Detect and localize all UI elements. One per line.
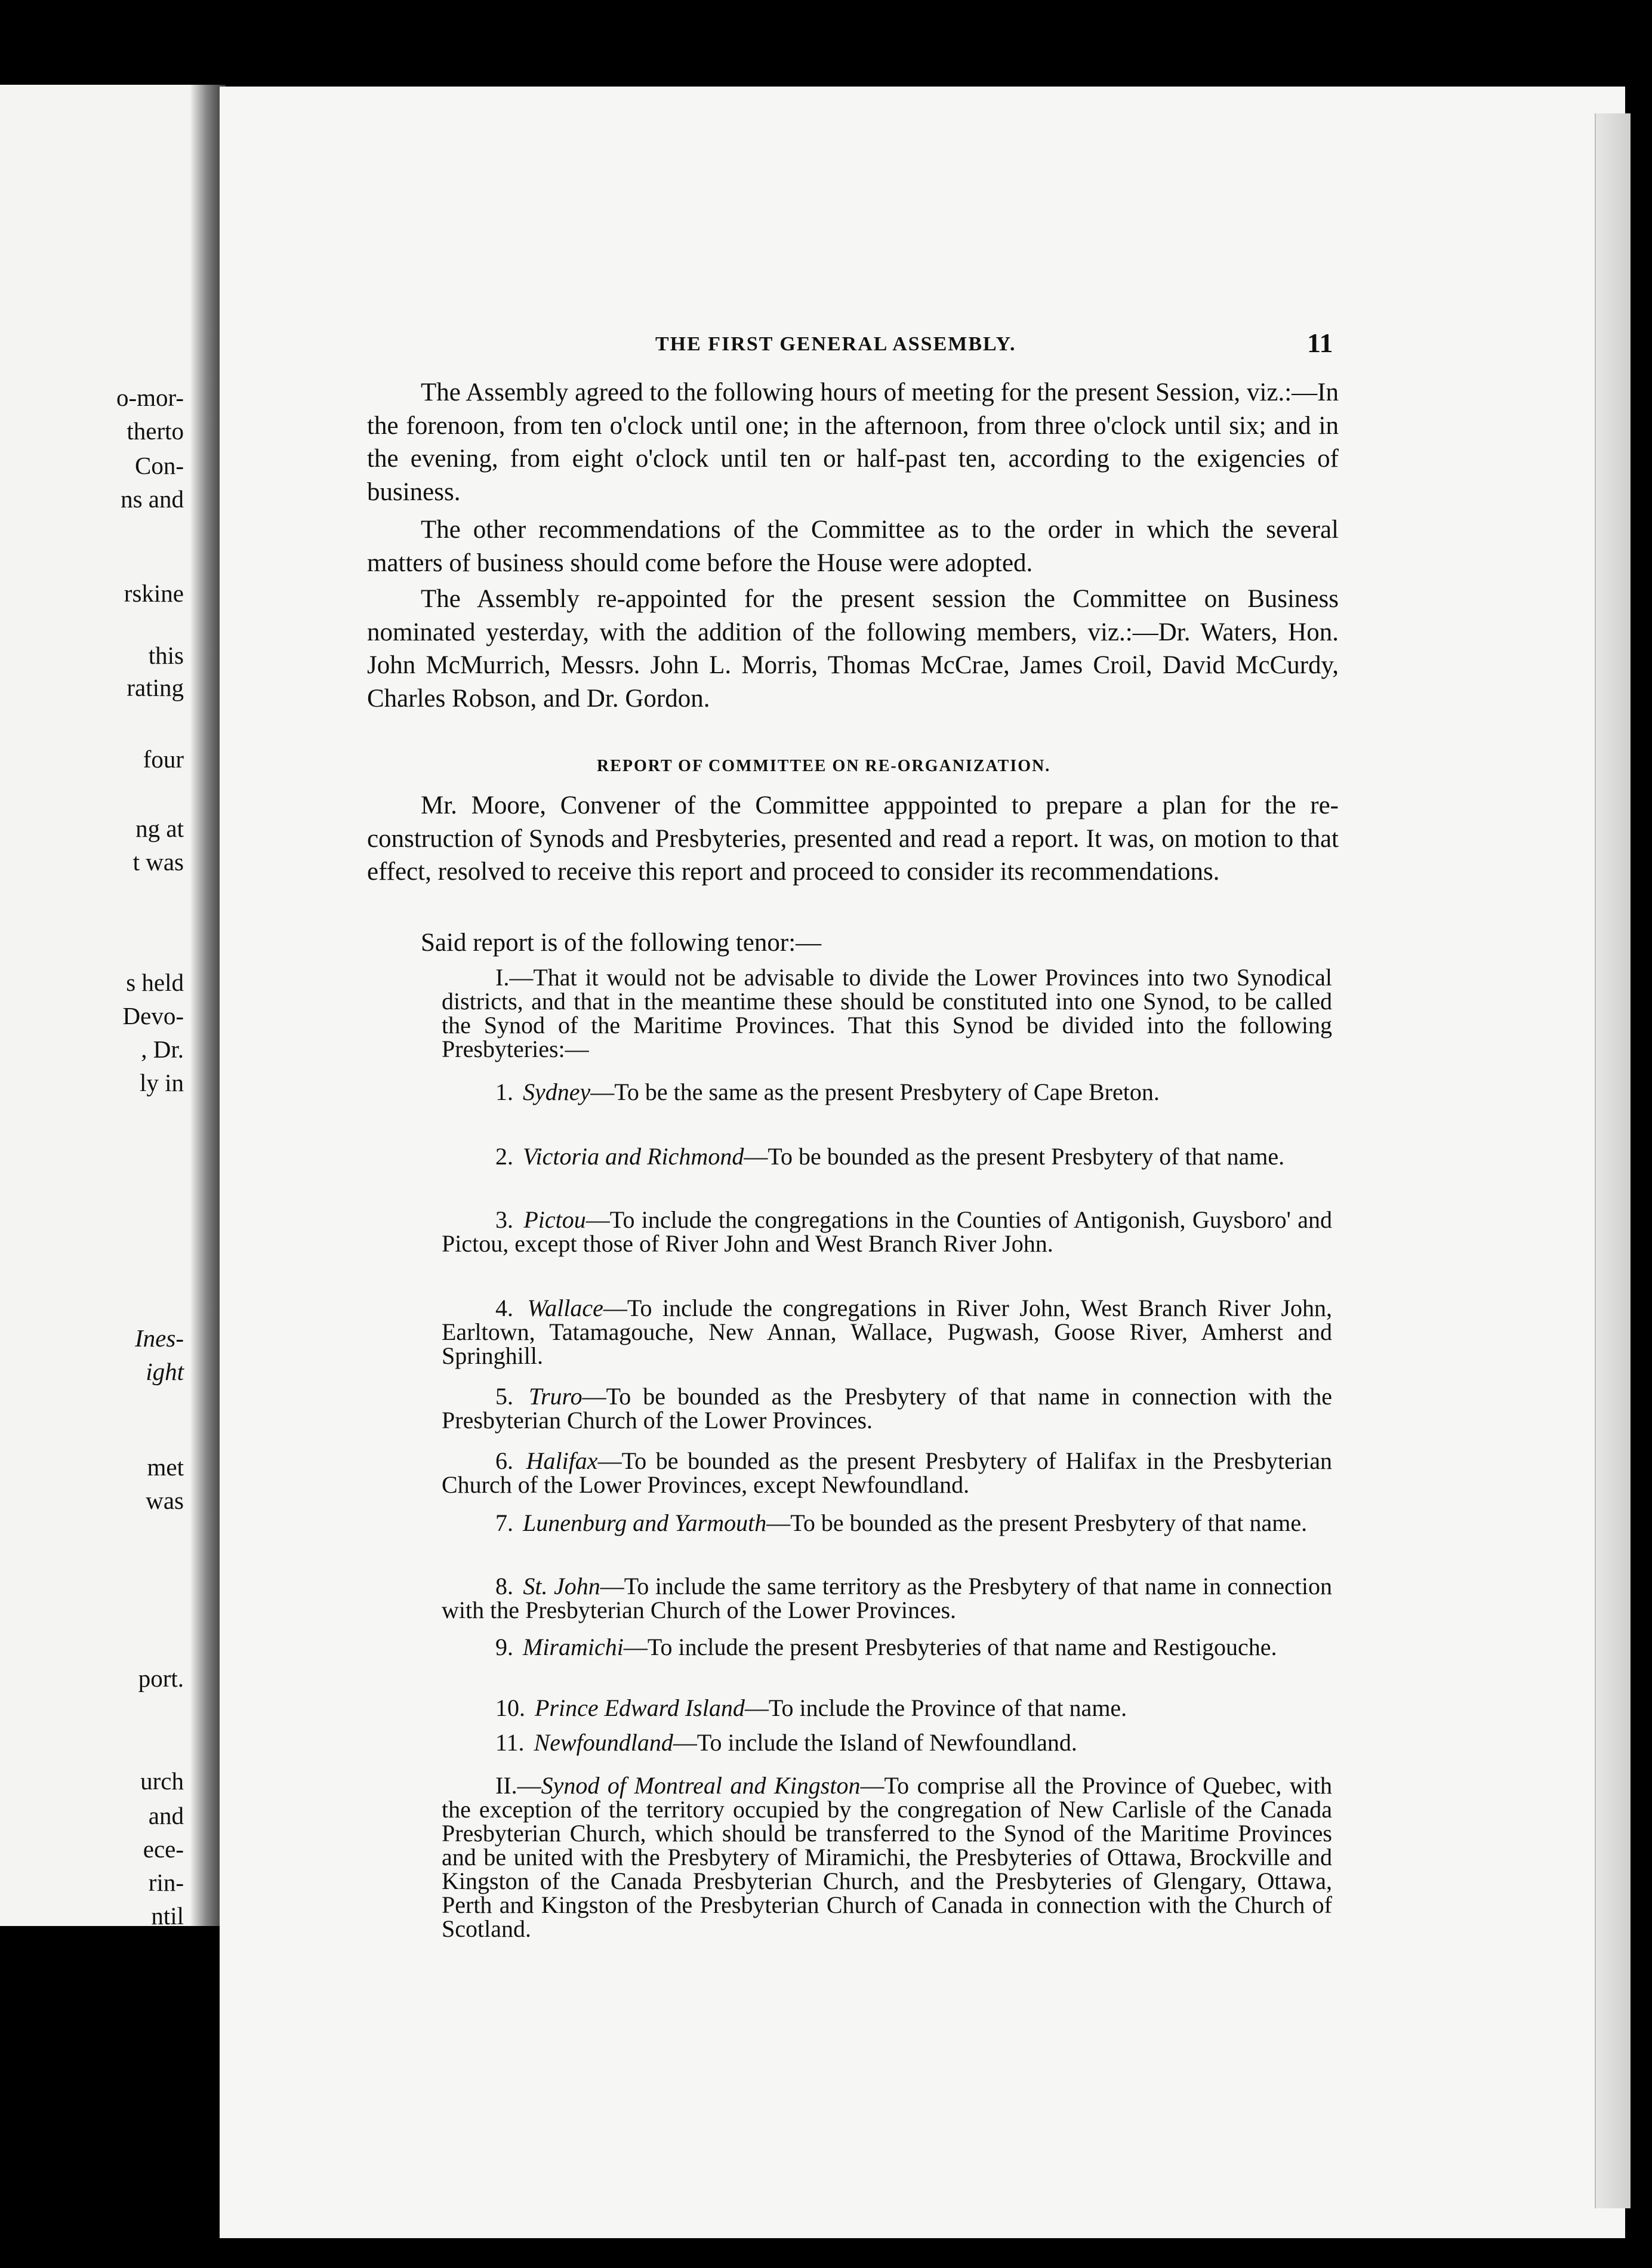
page-number: 11 xyxy=(1307,328,1333,358)
running-header: THE FIRST GENERAL ASSEMBLY. xyxy=(655,333,1016,355)
facing-page-left xyxy=(0,85,197,1926)
presbytery-description: —To be the same as the present Presbytery of Cape Breton. xyxy=(590,1078,1160,1105)
item-II-description: —To comprise all the Province of Quebec, with the exception of the territory occupied by the congregation of New Carlisle of the Canada Presbyterian Church, which should be transferred to the Synod of the Maritime Provinces and be united with the Presbytery of Miramichi, the Presbyteries of Ottawa, Brockville and Kingston of the Canada Presbyterian Church, and the Presbyteries of Glengary, Ottawa, Perth and Kingston of the Presbyterian Church of Canada in connection with the Church of Scotland. xyxy=(442,1772,1332,1942)
presbytery-description: —To include the Island of Newfoundland. xyxy=(673,1729,1077,1756)
left-page-fragment: Con- xyxy=(135,452,184,479)
presbytery-number: 3. xyxy=(495,1206,513,1233)
presbytery-description: —To include the congregations in River John, West Branch River John, Earltown, Tatamagouche, New Annan, Wallace, Pugwash, Goose River, Amherst and Springhill. xyxy=(442,1295,1333,1369)
presbytery-name: Sydney xyxy=(523,1078,591,1105)
presbytery-description: —To include the same territory as the Presbytery of that name in connection with the Presbyterian Church of the Lower Provinces. xyxy=(442,1573,1332,1623)
report-item-II xyxy=(442,1774,1332,1941)
presbytery-item xyxy=(442,1449,1332,1497)
left-page-fragment: port. xyxy=(138,1665,184,1692)
left-page-fragment: rskine xyxy=(124,580,184,607)
left-page-fragment: urch xyxy=(140,1767,184,1795)
left-page-fragment: t was xyxy=(132,848,184,876)
left-page-fragment: this xyxy=(148,642,184,669)
presbytery-number: 4. xyxy=(495,1295,513,1321)
paragraph-business-committee: The Assembly re-appointed for the present session the Committee on Business nominated yesterday, with the addition of the following members, viz.:—Dr. Waters, Hon. John McMurrich, Messrs. John L. Morris, Thomas McCrae, James Croil, David McCurdy, Charles Robson, and Dr. Gordon. xyxy=(367,585,1339,713)
left-page-fragment: met xyxy=(147,1453,184,1481)
presbytery-item xyxy=(442,1574,1332,1622)
page-edge xyxy=(1595,113,1631,2208)
presbytery-description: —To include the congregations in the Counties of Antigonish, Guysboro' and Pictou, except those of River John and West Branch River John. xyxy=(442,1206,1332,1257)
left-page-fragment: four xyxy=(143,745,184,773)
presbytery-name: Lunenburg and Yarmouth xyxy=(523,1509,767,1536)
left-page-fragment: and xyxy=(148,1802,184,1829)
paragraph-report-presented: Mr. Moore, Convener of the Committee apppointed to prepare a plan for the re-construction of Synods and Presbyteries, presented and read a report. It was, on motion to that effect, resolved to receive this report and proceed to consider its recommendations. xyxy=(367,791,1339,886)
left-page-fragment: o-mor- xyxy=(116,384,184,411)
presbytery-name: Prince Edward Island xyxy=(535,1694,745,1721)
presbytery-item xyxy=(442,1511,1332,1535)
presbytery-number: 9. xyxy=(495,1634,513,1660)
presbytery-name: Wallace xyxy=(527,1295,603,1321)
section-heading: REPORT OF COMMITTEE ON RE-ORGANIZATION. xyxy=(597,757,1051,775)
left-page-fragment: ntil xyxy=(151,1902,184,1926)
presbytery-number: 7. xyxy=(495,1509,513,1536)
presbytery-name: Newfoundland xyxy=(534,1729,673,1756)
report-item-I: I.—That it would not be advisable to divide the Lower Provinces into two Synodical districts, and that in the meantime these should be constituted into one Synod, to be called the Synod of the Maritime Provinces. That this Synod be divided into the following Presbyteries:— xyxy=(442,964,1332,1062)
presbytery-description: —To be bounded as the present Presbytery of that name. xyxy=(744,1143,1285,1170)
presbytery-number: 10. xyxy=(495,1694,525,1721)
presbytery-item xyxy=(442,1080,1332,1104)
presbytery-number: 5. xyxy=(495,1383,513,1410)
left-page-fragment: Devo- xyxy=(122,1002,184,1030)
paragraph-tenor: Said report is of the following tenor:— xyxy=(421,929,822,957)
left-page-fragment: Ines- xyxy=(135,1324,184,1352)
synod-name: Synod of Montreal and Kingston xyxy=(541,1772,861,1799)
left-page-fragment: ight xyxy=(146,1358,184,1385)
presbytery-description: —To be bounded as the present Presbytery of that name. xyxy=(766,1509,1308,1536)
presbytery-item xyxy=(442,1696,1332,1720)
presbytery-description: —To be bounded as the present Presbytery of Halifax in the Presbyterian Church of the Lower Provinces, except Newfoundland. xyxy=(442,1447,1332,1498)
presbytery-number: 8. xyxy=(495,1573,513,1600)
left-page-fragment: was xyxy=(146,1487,184,1514)
left-page-fragment: s held xyxy=(126,969,184,996)
left-page-fragment: rating xyxy=(127,674,184,701)
presbytery-name: Halifax xyxy=(526,1447,598,1474)
presbytery-description: —To include the present Presbyteries of that name and Restigouche. xyxy=(623,1634,1277,1660)
presbytery-item xyxy=(442,1208,1332,1256)
item-II-prefix: II.— xyxy=(495,1772,541,1799)
presbytery-item xyxy=(442,1731,1332,1755)
presbytery-name: Victoria and Richmond xyxy=(523,1143,744,1170)
left-page-fragment: therto xyxy=(127,417,184,445)
left-page-fragment: ns and xyxy=(121,485,184,513)
left-page-fragment: ly in xyxy=(139,1069,184,1096)
paragraph-hours: The Assembly agreed to the following hours of meeting for the present Session, viz.:—In the forenoon, from ten o'clock until one; in the afternoon, from three o'clock until six; and in the evening, from eight o'clock until ten or half-past ten, according to the exigencies of business. xyxy=(367,378,1339,506)
presbytery-item xyxy=(442,1145,1332,1169)
presbytery-name: Miramichi xyxy=(523,1634,624,1660)
presbytery-item xyxy=(442,1635,1332,1659)
presbytery-item xyxy=(442,1296,1332,1368)
presbytery-name: St. John xyxy=(523,1573,600,1600)
presbytery-name: Pictou xyxy=(523,1206,586,1233)
presbytery-number: 2. xyxy=(495,1143,513,1170)
presbytery-number: 11. xyxy=(495,1729,525,1756)
presbytery-item xyxy=(442,1385,1332,1432)
presbytery-name: Truro xyxy=(528,1383,582,1410)
left-page-fragment: , Dr. xyxy=(141,1036,184,1063)
presbytery-description: —To include the Province of that name. xyxy=(744,1694,1127,1721)
presbytery-number: 1. xyxy=(495,1078,513,1105)
paragraph-recommendations: The other recommendations of the Committee as to the order in which the several matters of business should come before the House were adopted. xyxy=(367,516,1339,577)
presbytery-number: 6. xyxy=(495,1447,513,1474)
left-page-fragment: ece- xyxy=(143,1835,184,1863)
presbytery-description: —To be bounded as the Presbytery of that name in connection with the Presbyterian Church of the Lower Provinces. xyxy=(442,1383,1332,1434)
left-page-fragment: rin- xyxy=(148,1869,184,1896)
left-page-fragment: ng at xyxy=(135,815,184,842)
